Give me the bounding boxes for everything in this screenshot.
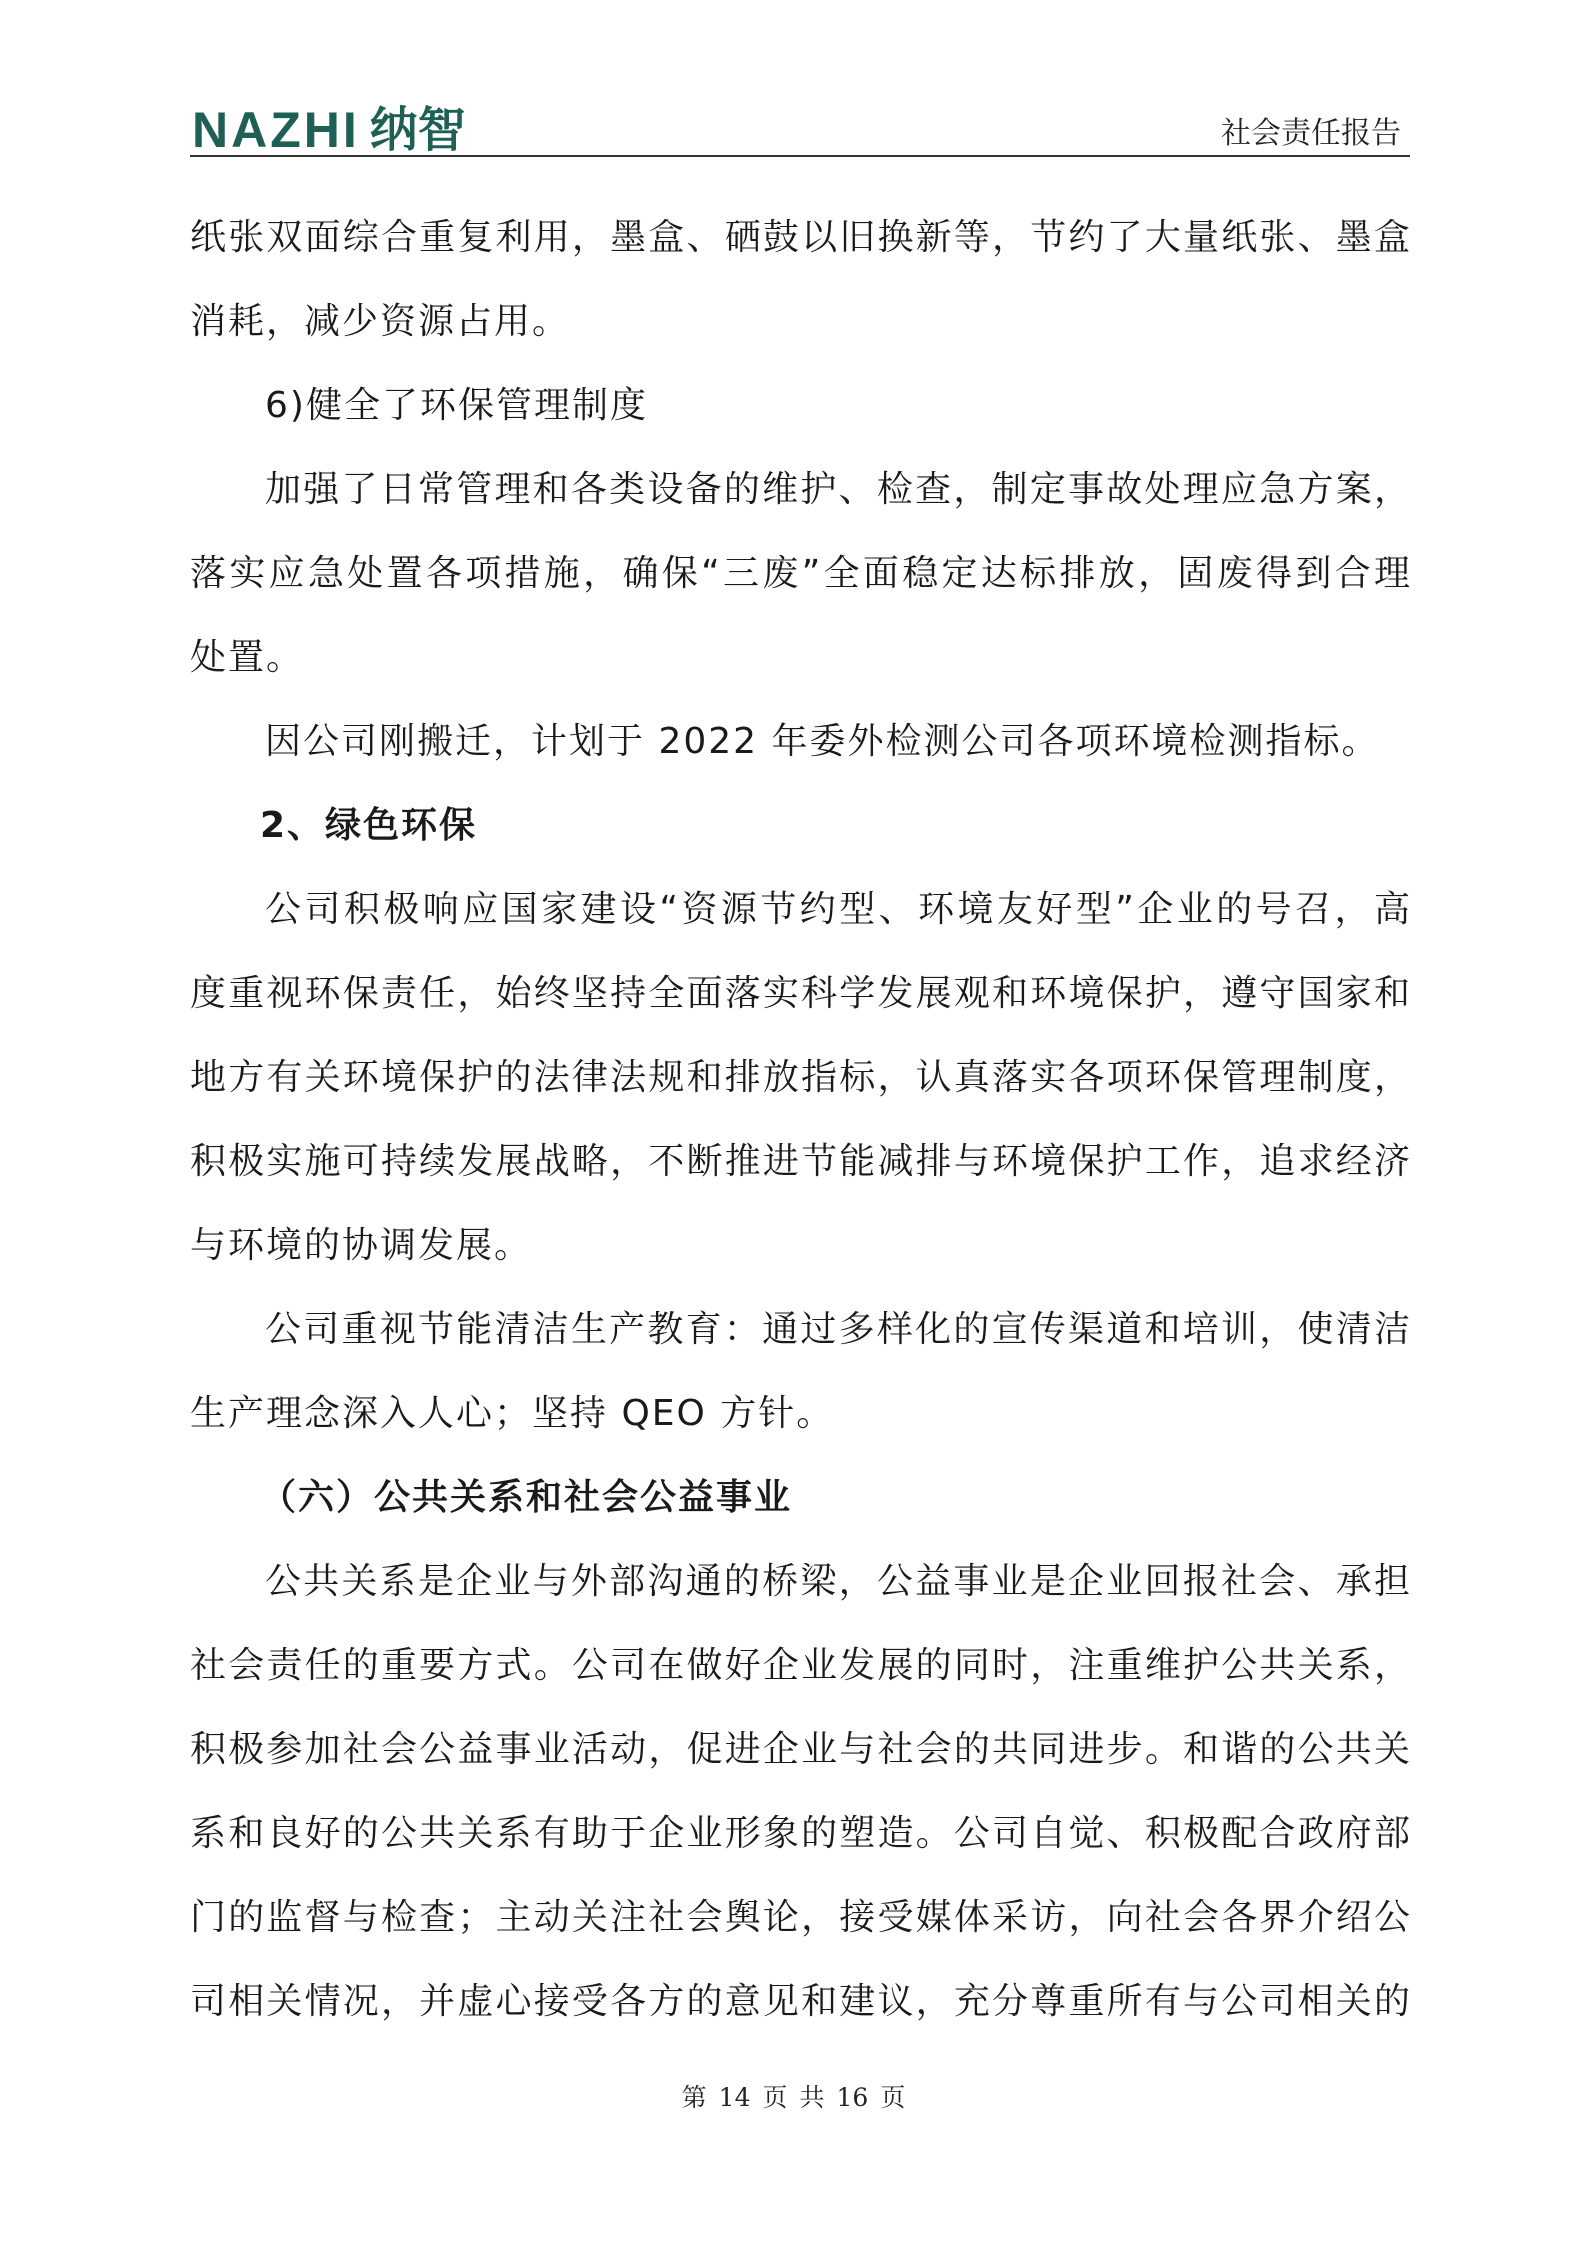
paragraph-line: 司相关情况，并虚心接受各方的意见和建议，充分尊重所有与公司相关的 <box>190 1981 1410 2022</box>
paragraph-line: 地方有关环境保护的法律法规和排放指标，认真落实各项环保管理制度， <box>190 1057 1410 1098</box>
paragraph-line: 积极实施可持续发展战略，不断推进节能减排与环境保护工作，追求经济 <box>190 1141 1410 1182</box>
section-heading: 2、绿色环保 <box>260 805 478 846</box>
section-heading: （六）公共关系和社会公益事业 <box>260 1477 793 1518</box>
footer-word: 页 <box>762 2083 788 2112</box>
paragraph-line: 门的监督与检查；主动关注社会舆论，接受媒体采访，向社会各界介绍公 <box>190 1897 1410 1938</box>
paragraph-line: 公共关系是企业与外部沟通的桥梁，公益事业是企业回报社会、承担 <box>265 1561 1410 1602</box>
page-footer <box>0 2080 1587 2116</box>
header-divider <box>190 155 1410 157</box>
paragraph-line: 公司重视节能清洁生产教育：通过多样化的宣传渠道和培训，使清洁 <box>265 1309 1410 1350</box>
paragraph-line: 纸张双面综合重复利用，墨盒、硒鼓以旧换新等，节约了大量纸张、墨盒 <box>190 217 1410 258</box>
paragraph-line: 与环境的协调发展。 <box>190 1225 533 1266</box>
total-pages: 16 <box>836 2083 869 2112</box>
paragraph-line: 因公司刚搬迁，计划于 2022 年委外检测公司各项环境检测指标。 <box>265 721 1380 762</box>
paragraph-line: 度重视环保责任，始终坚持全面落实科学发展观和环境保护，遵守国家和 <box>190 973 1410 1014</box>
company-logo <box>192 100 466 160</box>
logo-cjk-text: 纳智 <box>369 102 466 158</box>
paragraph-line: 落实应急处置各项措施，确保“三废”全面稳定达标排放，固废得到合理 <box>190 553 1410 594</box>
paragraph-line: 系和良好的公共关系有助于企业形象的塑造。公司自觉、积极配合政府部 <box>190 1813 1410 1854</box>
footer-word: 页 <box>880 2083 906 2112</box>
document-body <box>190 196 1410 2044</box>
paragraph-line: 积极参加社会公益事业活动，促进企业与社会的共同进步。和谐的公共关 <box>190 1729 1410 1770</box>
logo-latin-text: NAZHI <box>192 102 360 158</box>
paragraph-line: 处置。 <box>190 637 305 678</box>
paragraph-line: 加强了日常管理和各类设备的维护、检查，制定事故处理应急方案， <box>265 469 1410 510</box>
paragraph-line: 公司积极响应国家建设“资源节约型、环境友好型”企业的号召，高 <box>265 889 1410 930</box>
footer-word: 第 <box>681 2083 707 2112</box>
paragraph-line: 生产理念深入人心；坚持 QEO 方针。 <box>190 1393 835 1434</box>
paragraph-line: 社会责任的重要方式。公司在做好企业发展的同时，注重维护公共关系， <box>190 1645 1410 1686</box>
footer-word: 共 <box>799 2083 825 2112</box>
page-number: 14 <box>718 2083 751 2112</box>
subheading: 6)健全了环保管理制度 <box>265 385 648 426</box>
header-title: 社会责任报告 <box>1221 116 1401 151</box>
paragraph-line: 消耗，减少资源占用。 <box>190 301 571 342</box>
